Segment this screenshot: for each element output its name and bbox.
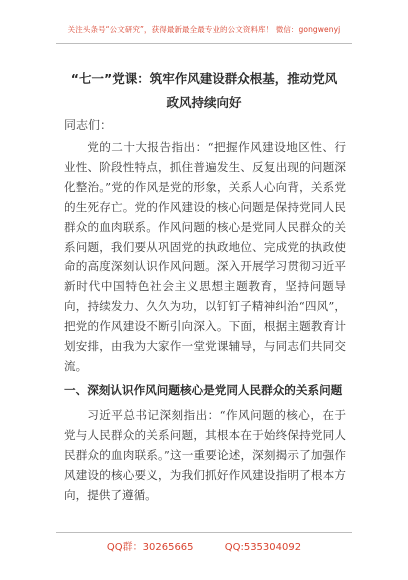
section-paragraph: 习近平总书记深刻指出：“作风问题的核心，在于党与人民群众的关系问题，其根本在于始终保持党同人民群众的血肉联系。”这一重要论述，深刻揭示了加强作风建设的核心要义，为我们抓好作风建设指明了根本方向，提供了遵循。	[64, 408, 346, 502]
intro-paragraph: 党的二十大报告指出：“把握作风建设地区性、行业性、阶段性特点，抓住普遍发生、反复出现的问题深化整治。”党的作风是党的形象，关系人心向背，关系党的生死存亡。党的作风建设的核心问题是保持党同人民群众的血肉联系。作风问题的核心是党同人民群众的关系问题，我们要从巩固党的执政地位、完成党的执政使命的高度深刻认识作风问题。深入开展学习贯彻习近平新时代中国特色社会主义思想主题教育，坚持问题导向，持续发力、久久为功，以钉钉子精神纠治“四风”，把党的作风建设不断引向深入。下面，根据主题教育计划安排，由我为大家作一堂党课辅导，与同志们共同交流。	[64, 140, 346, 373]
footer-divider	[56, 532, 352, 533]
section-heading: 一、深刻认识作风问题核心是党同人民群众的关系问题	[64, 383, 343, 397]
footer-qq-group[interactable]: QQ群：30265665	[106, 542, 194, 553]
footer-qq-number[interactable]: QQ:535304092	[224, 542, 302, 553]
footer	[0, 538, 408, 553]
page-title: “七一”党课：筑牢作风建设群众根基，推动党风政风持续向好	[70, 71, 338, 110]
greeting: 同志们：	[64, 118, 113, 132]
header-divider	[56, 43, 352, 44]
header-banner[interactable]: 关注头条号“公文研究”，获得最新最全最专业的公文资料库！ 微信：gongwenyj	[67, 25, 341, 34]
